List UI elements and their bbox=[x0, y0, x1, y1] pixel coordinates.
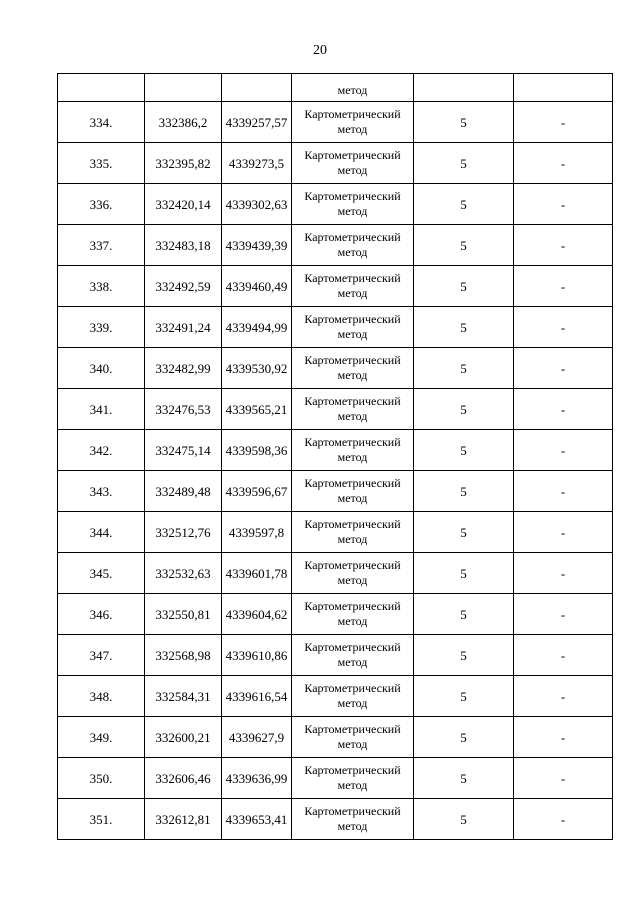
cell-y: 4339302,63 bbox=[222, 184, 292, 225]
cell-number: 346. bbox=[58, 594, 145, 635]
cell-number: 341. bbox=[58, 389, 145, 430]
cell-number: 335. bbox=[58, 143, 145, 184]
cell-note: - bbox=[514, 184, 613, 225]
cell-x: 332606,46 bbox=[145, 758, 222, 799]
cell-method bbox=[292, 553, 414, 594]
table-row bbox=[58, 512, 613, 553]
cell-accuracy: 5 bbox=[414, 266, 514, 307]
table-row bbox=[58, 225, 613, 266]
cell-x: 332584,31 bbox=[145, 676, 222, 717]
cell-y: 4339610,86 bbox=[222, 635, 292, 676]
cell-x: 332550,81 bbox=[145, 594, 222, 635]
method-line-2: метод bbox=[337, 409, 368, 423]
cell-y: 4339627,9 bbox=[222, 717, 292, 758]
cell-accuracy: 5 bbox=[414, 307, 514, 348]
cell-note: - bbox=[514, 512, 613, 553]
cell-y: 4339273,5 bbox=[222, 143, 292, 184]
method-line-2: метод bbox=[337, 655, 368, 669]
method-line-2: метод bbox=[337, 696, 368, 710]
cell-x: 332532,63 bbox=[145, 553, 222, 594]
cell-x: 332568,98 bbox=[145, 635, 222, 676]
cell-y: 4339636,99 bbox=[222, 758, 292, 799]
cell-x: 332491,24 bbox=[145, 307, 222, 348]
method-line-2: метод bbox=[337, 491, 368, 505]
cell-accuracy: 5 bbox=[414, 676, 514, 717]
table-row bbox=[58, 389, 613, 430]
cell-y: 4339601,78 bbox=[222, 553, 292, 594]
cell-accuracy: 5 bbox=[414, 471, 514, 512]
cell-method bbox=[292, 143, 414, 184]
cell-note bbox=[514, 74, 613, 102]
cell-number: 343. bbox=[58, 471, 145, 512]
method-line-2: метод bbox=[337, 163, 368, 177]
cell-accuracy: 5 bbox=[414, 594, 514, 635]
method-line-1: Картометрический bbox=[304, 230, 401, 244]
cell-x: 332395,82 bbox=[145, 143, 222, 184]
cell-number: 338. bbox=[58, 266, 145, 307]
table-row bbox=[58, 430, 613, 471]
table-row bbox=[58, 676, 613, 717]
cell-number: 350. bbox=[58, 758, 145, 799]
method-line-2: метод bbox=[337, 245, 368, 259]
cell-number: 349. bbox=[58, 717, 145, 758]
cell-y: 4339460,49 bbox=[222, 266, 292, 307]
cell-method bbox=[292, 430, 414, 471]
method-line-2: метод bbox=[337, 778, 368, 792]
cell-y: 4339257,57 bbox=[222, 102, 292, 143]
cell-note: - bbox=[514, 594, 613, 635]
cell-accuracy: 5 bbox=[414, 143, 514, 184]
cell-x: 332512,76 bbox=[145, 512, 222, 553]
method-line-1: Картометрический bbox=[304, 558, 401, 572]
cell-number: 342. bbox=[58, 430, 145, 471]
cell-note: - bbox=[514, 225, 613, 266]
cell-note: - bbox=[514, 799, 613, 840]
cell-note: - bbox=[514, 430, 613, 471]
cell-method bbox=[292, 594, 414, 635]
cell-note: - bbox=[514, 266, 613, 307]
cell-x: 332482,99 bbox=[145, 348, 222, 389]
cell-number bbox=[58, 74, 145, 102]
cell-y: 4339596,67 bbox=[222, 471, 292, 512]
cell-number: 347. bbox=[58, 635, 145, 676]
method-line-2: метод bbox=[337, 368, 368, 382]
method-line-1: Картометрический bbox=[304, 640, 401, 654]
cell-note: - bbox=[514, 471, 613, 512]
cell-x: 332483,18 bbox=[145, 225, 222, 266]
cell-number: 344. bbox=[58, 512, 145, 553]
method-line-1: Картометрический bbox=[304, 394, 401, 408]
cell-note: - bbox=[514, 143, 613, 184]
method-line-2: метод bbox=[337, 286, 368, 300]
table-row bbox=[58, 799, 613, 840]
cell-method bbox=[292, 676, 414, 717]
cell-x: 332476,53 bbox=[145, 389, 222, 430]
cell-number: 337. bbox=[58, 225, 145, 266]
method-line-2: метод bbox=[337, 614, 368, 628]
method-line-1: Картометрический bbox=[304, 189, 401, 203]
cell-note: - bbox=[514, 676, 613, 717]
cell-method bbox=[292, 799, 414, 840]
table-row bbox=[58, 266, 613, 307]
table-row bbox=[58, 348, 613, 389]
cell-method bbox=[292, 512, 414, 553]
cell-method bbox=[292, 717, 414, 758]
cell-number: 339. bbox=[58, 307, 145, 348]
cell-note: - bbox=[514, 553, 613, 594]
cell-note: - bbox=[514, 102, 613, 143]
cell-number: 351. bbox=[58, 799, 145, 840]
method-line-2: метод bbox=[337, 122, 368, 136]
cell-note: - bbox=[514, 389, 613, 430]
method-line-1: Картометрический bbox=[304, 353, 401, 367]
cell-method bbox=[292, 389, 414, 430]
cell-x: 332475,14 bbox=[145, 430, 222, 471]
table-row bbox=[58, 758, 613, 799]
cell-y bbox=[222, 74, 292, 102]
cell-number: 334. bbox=[58, 102, 145, 143]
table-row bbox=[58, 307, 613, 348]
cell-accuracy: 5 bbox=[414, 758, 514, 799]
method-line-2: метод bbox=[337, 737, 368, 751]
table-row-continuation bbox=[58, 74, 613, 102]
cell-accuracy: 5 bbox=[414, 799, 514, 840]
cell-x: 332612,81 bbox=[145, 799, 222, 840]
cell-accuracy: 5 bbox=[414, 717, 514, 758]
cell-accuracy: 5 bbox=[414, 553, 514, 594]
cell-y: 4339565,21 bbox=[222, 389, 292, 430]
table-row bbox=[58, 553, 613, 594]
table-row bbox=[58, 635, 613, 676]
cell-method bbox=[292, 348, 414, 389]
method-line-1: Картометрический bbox=[304, 517, 401, 531]
method-line-1: Картометрический bbox=[304, 148, 401, 162]
cell-number: 348. bbox=[58, 676, 145, 717]
method-line-2: метод bbox=[337, 450, 368, 464]
cell-note: - bbox=[514, 348, 613, 389]
method-line-1: Картометрический bbox=[304, 312, 401, 326]
method-line-1: Картометрический bbox=[304, 763, 401, 777]
table-row bbox=[58, 102, 613, 143]
cell-method bbox=[292, 102, 414, 143]
cell-x: 332420,14 bbox=[145, 184, 222, 225]
cell-y: 4339494,99 bbox=[222, 307, 292, 348]
cell-note: - bbox=[514, 758, 613, 799]
method-line-1: Картометрический bbox=[304, 681, 401, 695]
cell-note: - bbox=[514, 307, 613, 348]
method-line-1: Картометрический bbox=[304, 804, 401, 818]
cell-y: 4339604,62 bbox=[222, 594, 292, 635]
cell-method bbox=[292, 635, 414, 676]
table-row bbox=[58, 471, 613, 512]
cell-method bbox=[292, 758, 414, 799]
cell-x bbox=[145, 74, 222, 102]
cell-number: 345. bbox=[58, 553, 145, 594]
cell-accuracy: 5 bbox=[414, 102, 514, 143]
cell-number: 340. bbox=[58, 348, 145, 389]
coordinates-table bbox=[57, 73, 613, 840]
cell-accuracy: 5 bbox=[414, 635, 514, 676]
cell-method bbox=[292, 266, 414, 307]
cell-y: 4339653,41 bbox=[222, 799, 292, 840]
table-row bbox=[58, 717, 613, 758]
method-line-2: метод bbox=[337, 819, 368, 833]
cell-method bbox=[292, 471, 414, 512]
method-line-1: Картометрический bbox=[304, 271, 401, 285]
cell-method bbox=[292, 225, 414, 266]
method-line-1: Картометрический bbox=[304, 599, 401, 613]
method-line-2: метод bbox=[337, 532, 368, 546]
table-row bbox=[58, 184, 613, 225]
cell-note: - bbox=[514, 717, 613, 758]
method-line-1: Картометрический bbox=[304, 722, 401, 736]
cell-y: 4339530,92 bbox=[222, 348, 292, 389]
method-line-1: Картометрический bbox=[304, 435, 401, 449]
page-number: 20 bbox=[313, 43, 327, 58]
method-line-1: Картометрический bbox=[304, 476, 401, 490]
cell-method bbox=[292, 307, 414, 348]
cell-method bbox=[292, 184, 414, 225]
cell-number: 336. bbox=[58, 184, 145, 225]
cell-x: 332386,2 bbox=[145, 102, 222, 143]
cell-accuracy: 5 bbox=[414, 512, 514, 553]
cell-accuracy: 5 bbox=[414, 389, 514, 430]
cell-accuracy: 5 bbox=[414, 430, 514, 471]
cell-x: 332492,59 bbox=[145, 266, 222, 307]
method-line-2: метод bbox=[337, 573, 368, 587]
cell-accuracy: 5 bbox=[414, 348, 514, 389]
cell-y: 4339616,54 bbox=[222, 676, 292, 717]
table-row bbox=[58, 143, 613, 184]
cell-note: - bbox=[514, 635, 613, 676]
cell-method: метод bbox=[292, 74, 414, 102]
cell-x: 332600,21 bbox=[145, 717, 222, 758]
method-line-1: Картометрический bbox=[304, 107, 401, 121]
cell-y: 4339598,36 bbox=[222, 430, 292, 471]
cell-x: 332489,48 bbox=[145, 471, 222, 512]
table-row bbox=[58, 594, 613, 635]
method-line-2: метод bbox=[337, 327, 368, 341]
cell-accuracy: 5 bbox=[414, 225, 514, 266]
cell-accuracy: 5 bbox=[414, 184, 514, 225]
cell-y: 4339439,39 bbox=[222, 225, 292, 266]
cell-accuracy bbox=[414, 74, 514, 102]
method-line-2: метод bbox=[337, 204, 368, 218]
cell-y: 4339597,8 bbox=[222, 512, 292, 553]
